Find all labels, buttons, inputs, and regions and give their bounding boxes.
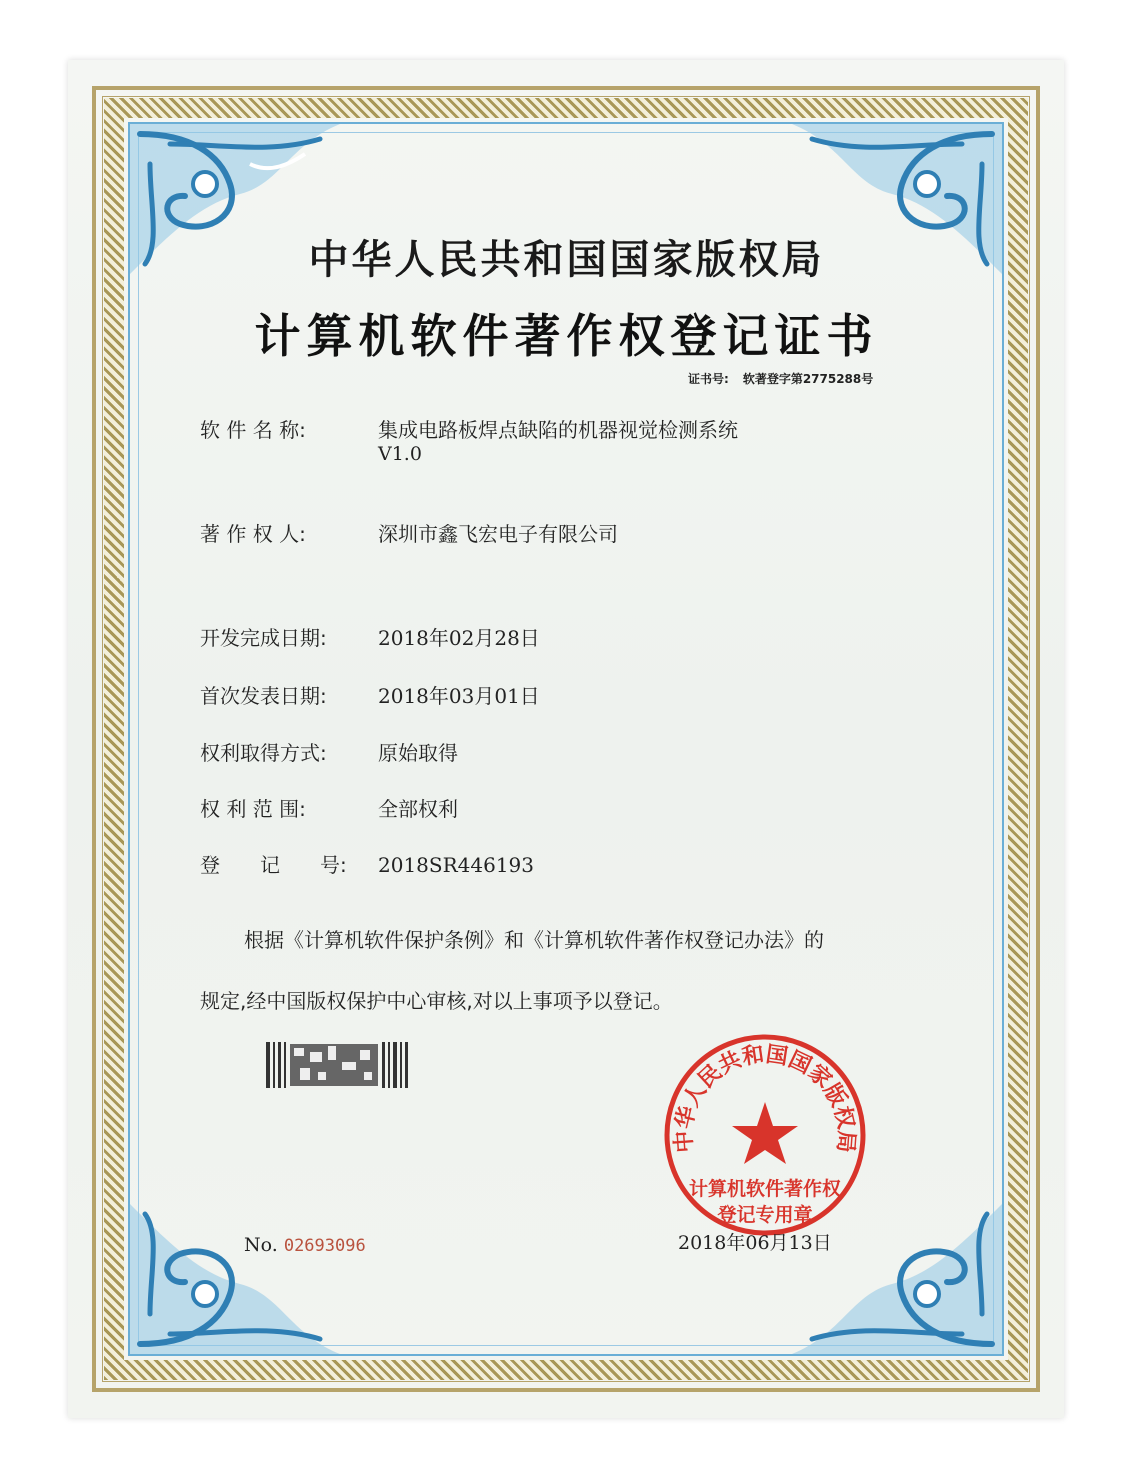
issuing-authority: 中华人民共和国国家版权局 — [308, 237, 825, 283]
barcode — [266, 1042, 410, 1088]
rights-scope-row — [200, 793, 458, 822]
corner-ornament-bottom-left — [130, 1204, 340, 1354]
certificate-number — [688, 370, 873, 387]
legal-basis-line-1: 根据《计算机软件保护条例》和《计算机软件著作权登记办法》的 — [244, 928, 824, 952]
seal-line-2: 登记专用章 — [717, 1204, 813, 1226]
copyright-owner-row — [200, 518, 618, 547]
development-date-row — [200, 622, 540, 651]
seal-ring-text: 中华人民共和国国家版权局 — [671, 1042, 859, 1154]
rights-scope-value: 全部权利 — [378, 797, 458, 821]
acquisition-method-row — [200, 737, 458, 766]
serial-number-label: No. — [244, 1234, 278, 1256]
development-date-label: 开发完成日期: — [200, 626, 327, 650]
serial-number-value: 02693096 — [283, 1236, 366, 1256]
certificate-number-value: 软著登字第2775288号 — [742, 372, 874, 386]
publish-date-row — [200, 680, 540, 709]
registration-number-row — [200, 849, 534, 878]
software-name-value: 集成电路板焊点缺陷的机器视觉检测系统 — [378, 418, 738, 442]
copyright-owner-value: 深圳市鑫飞宏电子有限公司 — [378, 522, 618, 546]
rights-scope-label: 权 利 范 围: — [200, 797, 306, 821]
legal-basis-line-2: 规定,经中国版权保护中心审核,对以上事项予以登记。 — [200, 989, 673, 1013]
acquisition-method-label: 权利取得方式: — [200, 741, 327, 765]
serial-number — [244, 1234, 366, 1256]
certificate-title: 计算机软件著作权登记证书 — [254, 309, 879, 363]
publish-date-value: 2018年03月01日 — [378, 684, 540, 708]
copyright-owner-label: 著 作 权 人: — [200, 522, 306, 546]
software-name-row — [200, 414, 738, 443]
publish-date-label: 首次发表日期: — [200, 684, 327, 708]
development-date-value: 2018年02月28日 — [378, 626, 540, 650]
registration-number-value: 2018SR446193 — [378, 853, 535, 877]
software-version: V1.0 — [378, 443, 422, 465]
issue-date: 2018年06月13日 — [678, 1232, 832, 1254]
certificate-number-label: 证书号: — [688, 372, 729, 386]
acquisition-method-value: 原始取得 — [378, 741, 458, 765]
registration-number-label: 登 记 号: — [200, 853, 347, 877]
software-name-label: 软 件 名 称: — [200, 418, 306, 442]
seal-line-1: 计算机软件著作权 — [688, 1178, 841, 1200]
